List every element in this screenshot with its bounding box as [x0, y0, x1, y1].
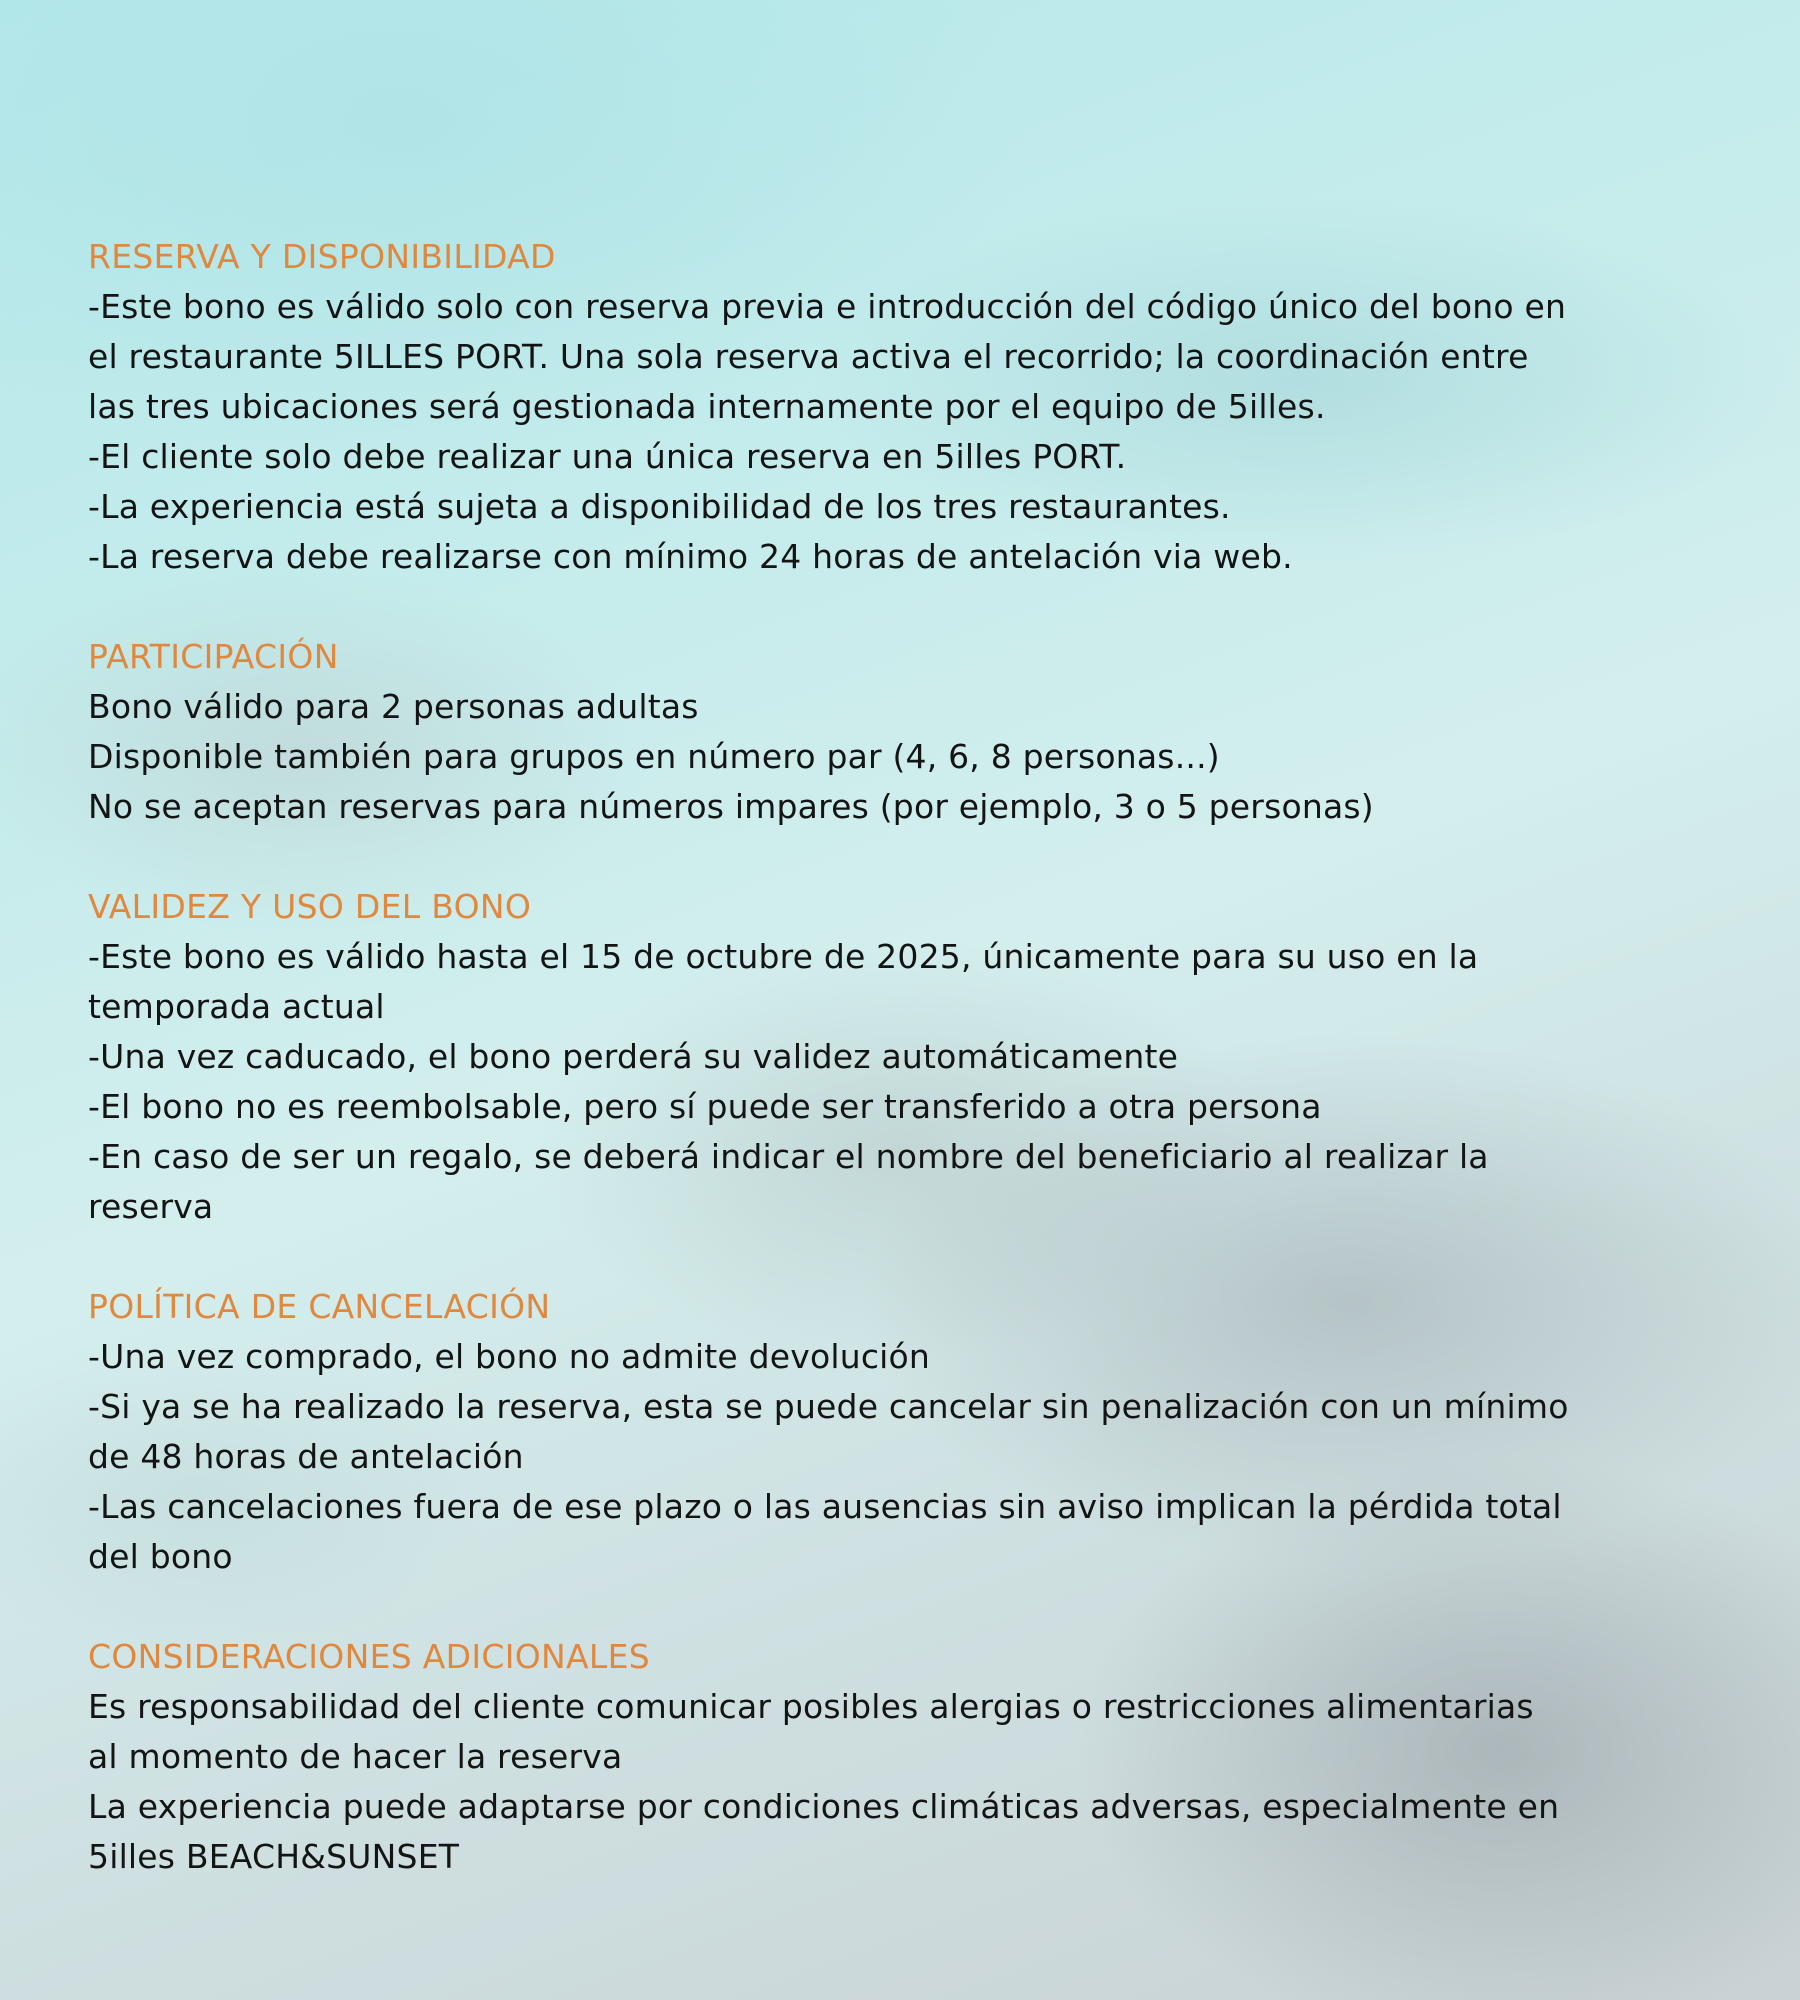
- section-line: del bono: [88, 1537, 233, 1576]
- section-line: -El cliente solo debe realizar una única reserva en 5illes PORT.: [88, 437, 1127, 476]
- section-heading: PARTICIPACIÓN: [88, 637, 339, 676]
- section-line: -Una vez comprado, el bono no admite devolución: [88, 1337, 931, 1376]
- section-line: -Si ya se ha realizado la reserva, esta se puede cancelar sin penalización con un mínimo: [88, 1387, 1569, 1426]
- terms-content: [88, 232, 1728, 1932]
- section-line: Disponible también para grupos en número par (4, 6, 8 personas...): [88, 737, 1220, 776]
- section-line: -El bono no es reembolsable, pero sí puede ser transferido a otra persona: [88, 1087, 1322, 1126]
- section-line: -La reserva debe realizarse con mínimo 24 horas de antelación via web.: [88, 537, 1293, 576]
- section-line: las tres ubicaciones será gestionada internamente por el equipo de 5illes.: [88, 387, 1326, 426]
- section-heading: RESERVA Y DISPONIBILIDAD: [88, 237, 556, 276]
- section-reserva-disponibilidad: [88, 232, 1728, 582]
- section-line: -Este bono es válido solo con reserva previa e introducción del código único del bono en: [88, 287, 1567, 326]
- section-line: de 48 horas de antelación: [88, 1437, 524, 1476]
- section-line: -Una vez caducado, el bono perderá su validez automáticamente: [88, 1037, 1179, 1076]
- section-line: el restaurante 5ILLES PORT. Una sola reserva activa el recorrido; la coordinación entre: [88, 337, 1529, 376]
- section-heading: POLÍTICA DE CANCELACIÓN: [88, 1287, 551, 1326]
- section-line: temporada actual: [88, 987, 385, 1026]
- section-heading: VALIDEZ Y USO DEL BONO: [88, 887, 532, 926]
- section-line: reserva: [88, 1187, 214, 1226]
- section-consideraciones-adicionales: [88, 1632, 1728, 1882]
- section-line: No se aceptan reservas para números impares (por ejemplo, 3 o 5 personas): [88, 787, 1374, 826]
- section-line: -Este bono es válido hasta el 15 de octubre de 2025, únicamente para su uso en la: [88, 937, 1479, 976]
- section-line: 5illes BEACH&SUNSET: [88, 1837, 460, 1876]
- section-line: Es responsabilidad del cliente comunicar posibles alergias o restricciones alimentarias: [88, 1687, 1534, 1726]
- section-line: -En caso de ser un regalo, se deberá indicar el nombre del beneficiario al realizar la: [88, 1137, 1489, 1176]
- section-politica-cancelacion: [88, 1282, 1728, 1582]
- section-line: -La experiencia está sujeta a disponibilidad de los tres restaurantes.: [88, 487, 1231, 526]
- section-line: Bono válido para 2 personas adultas: [88, 687, 699, 726]
- section-validez-uso: [88, 882, 1728, 1232]
- section-line: al momento de hacer la reserva: [88, 1737, 623, 1776]
- section-line: -Las cancelaciones fuera de ese plazo o las ausencias sin aviso implican la pérdida total: [88, 1487, 1562, 1526]
- section-participacion: [88, 632, 1728, 832]
- section-heading: CONSIDERACIONES ADICIONALES: [88, 1637, 650, 1676]
- section-line: La experiencia puede adaptarse por condiciones climáticas adversas, especialmente en: [88, 1787, 1560, 1826]
